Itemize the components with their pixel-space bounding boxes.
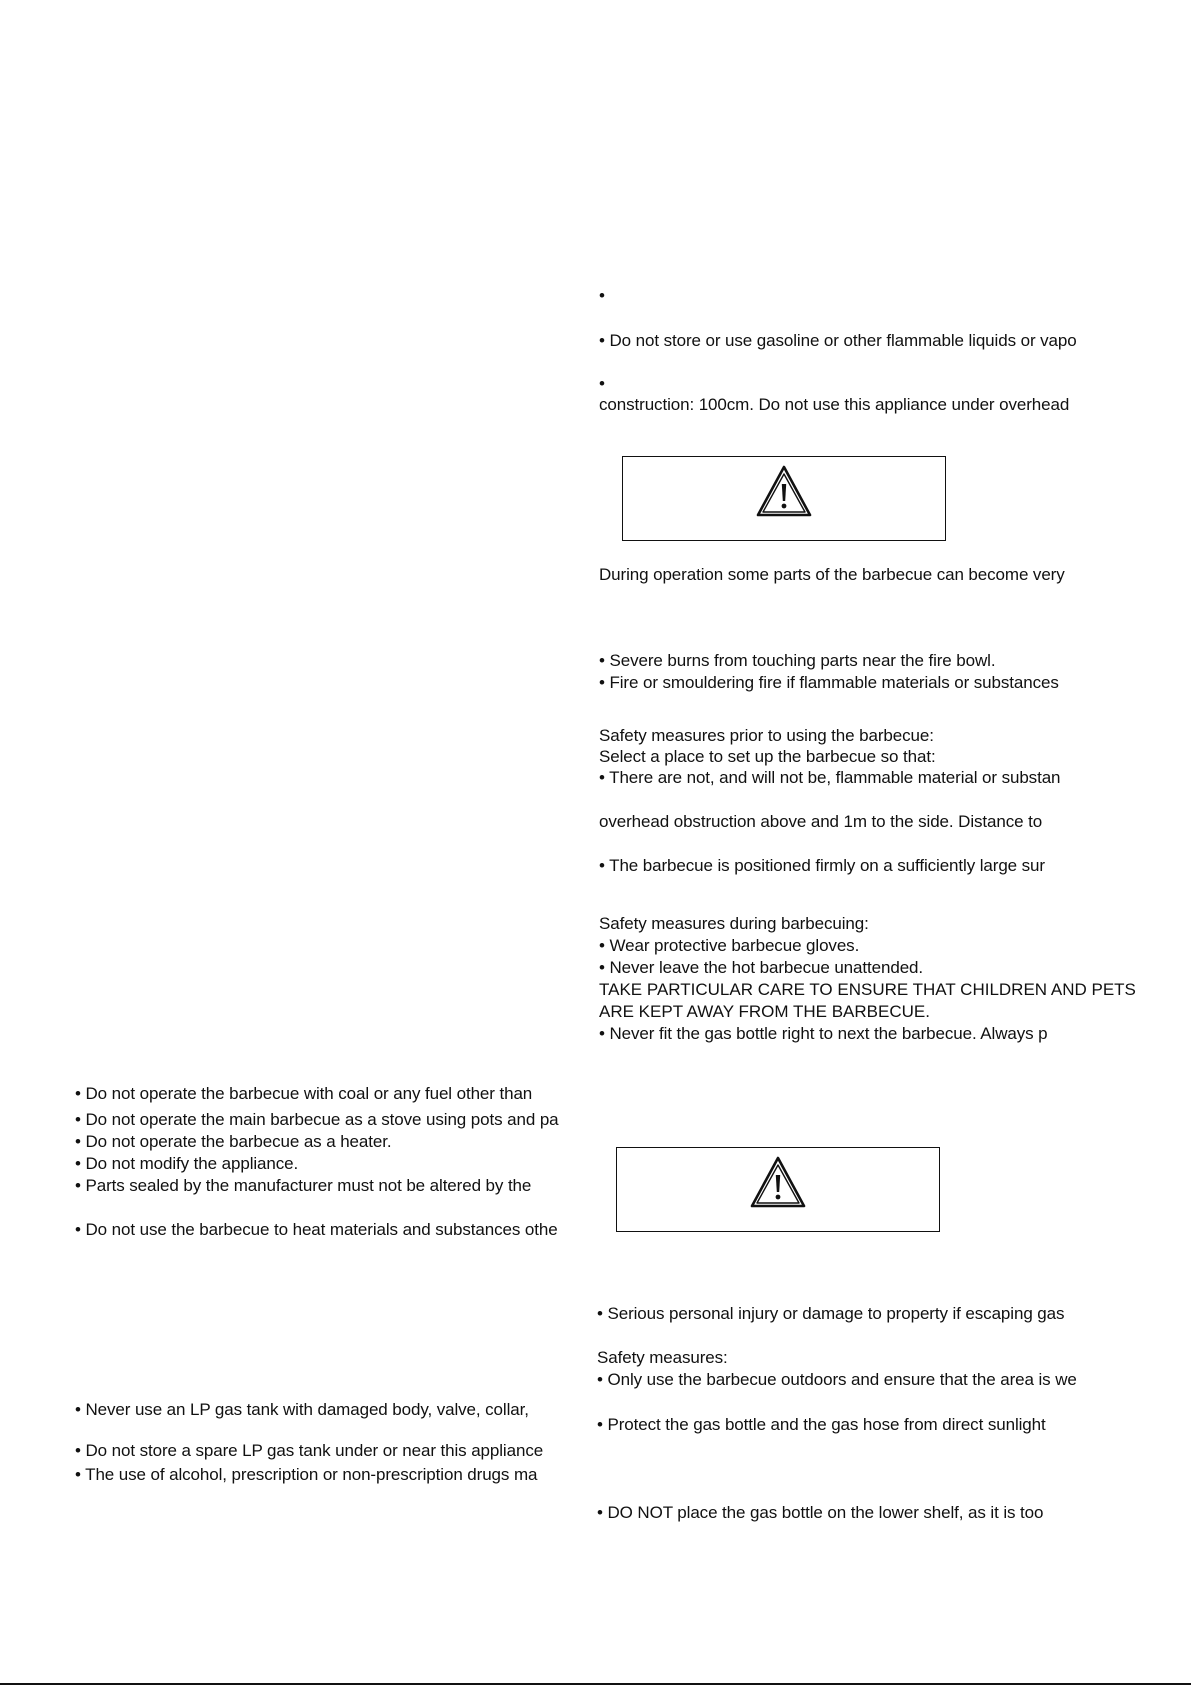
text-line: • Do not operate the main barbecue as a stove using pots and pa <box>75 1110 559 1129</box>
text-line: • DO NOT place the gas bottle on the lower shelf, as it is too <box>597 1503 1044 1522</box>
warning-box <box>622 456 946 541</box>
text-line: Safety measures prior to using the barbecue: <box>599 726 934 745</box>
text-line: • Only use the barbecue outdoors and ensure that the area is we <box>597 1370 1077 1389</box>
text-line: • Wear protective barbecue gloves. <box>599 936 860 955</box>
text-line: • Do not store or use gasoline or other flammable liquids or vapo <box>599 331 1077 350</box>
text-line: • The barbecue is positioned firmly on a sufficiently large sur <box>599 856 1045 875</box>
warning-triangle-icon <box>749 1155 807 1209</box>
text-line: • Never leave the hot barbecue unattended. <box>599 958 924 977</box>
text-line: • Fire or smouldering fire if flammable materials or substances <box>599 673 1059 692</box>
text-line: • Serious personal injury or damage to property if escaping gas <box>597 1304 1065 1323</box>
text-line: • Never fit the gas bottle right to next the barbecue. Always p <box>599 1024 1048 1043</box>
text-line: • There are not, and will not be, flammable material or substan <box>599 768 1061 787</box>
text-line: Select a place to set up the barbecue so that: <box>599 747 936 766</box>
text-line: overhead obstruction above and 1m to the side. Distance to <box>599 812 1043 831</box>
text-line: TAKE PARTICULAR CARE TO ENSURE THAT CHILDREN AND PETS <box>599 980 1136 999</box>
warning-triangle-icon <box>755 464 813 518</box>
text-line: • Severe burns from touching parts near the fire bowl. <box>599 651 996 670</box>
text-line: • <box>599 286 605 305</box>
text-line: Safety measures: <box>597 1348 728 1367</box>
text-line: Safety measures during barbecuing: <box>599 914 869 933</box>
text-line: ARE KEPT AWAY FROM THE BARBECUE. <box>599 1002 930 1021</box>
text-line: • Do not operate the barbecue with coal or any fuel other than <box>75 1084 533 1103</box>
warning-box <box>616 1147 940 1232</box>
text-line: construction: 100cm. Do not use this appliance under overhead <box>599 395 1070 414</box>
text-line: • Do not store a spare LP gas tank under or near this appliance <box>75 1441 544 1460</box>
text-line: • Never use an LP gas tank with damaged body, valve, collar, <box>75 1400 529 1419</box>
text-line: • <box>599 374 605 393</box>
text-line: • The use of alcohol, prescription or non-prescription drugs ma <box>75 1465 538 1484</box>
text-line: • Do not operate the barbecue as a heater. <box>75 1132 392 1151</box>
text-line: • Do not modify the appliance. <box>75 1154 299 1173</box>
text-line: • Parts sealed by the manufacturer must not be altered by the <box>75 1176 532 1195</box>
text-line: During operation some parts of the barbecue can become very <box>599 565 1065 584</box>
text-line: • Protect the gas bottle and the gas hose from direct sunlight <box>597 1415 1046 1434</box>
text-line: • Do not use the barbecue to heat materials and substances othe <box>75 1220 558 1239</box>
